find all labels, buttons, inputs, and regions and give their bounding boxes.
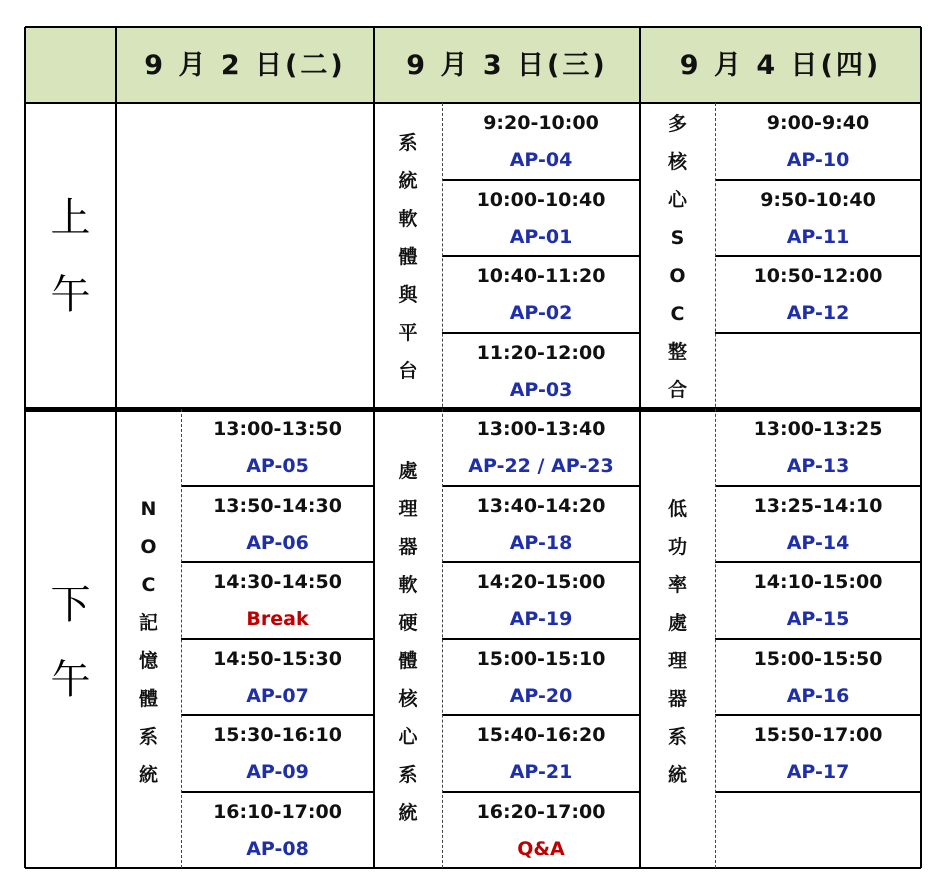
session-time: 16:20-17:00 — [476, 800, 606, 823]
track-label-noc-memory-char: C — [141, 574, 156, 596]
track-label-processor-core-char: 系 — [398, 764, 418, 786]
track-label-low-power-char: 理 — [667, 650, 687, 672]
track-label-multicore-soc-char: 多 — [667, 113, 687, 135]
session-row-divider — [181, 791, 374, 793]
session-time: 14:20-15:00 — [476, 571, 606, 593]
session-time: 10:00-10:40 — [476, 188, 606, 211]
track-label-noc-memory-char: 統 — [138, 764, 158, 786]
header-date-sep-3: 9 月 3 日(三) — [406, 50, 608, 81]
session-code: AP-19 — [509, 608, 573, 630]
track-label-system-software-char: 台 — [398, 360, 418, 382]
track-label-low-power-char: 率 — [667, 574, 687, 596]
session-code: AP-09 — [246, 761, 309, 783]
dashed-divider — [715, 103, 716, 868]
session-time: 13:40-14:20 — [476, 494, 606, 517]
session-code: AP-18 — [509, 531, 573, 554]
session-code: AP-02 — [509, 302, 573, 324]
period-am-char-1: 上 — [50, 195, 91, 241]
track-label-system-software-char: 軟 — [398, 208, 418, 230]
track-label-multicore-soc-char: 心 — [667, 189, 687, 211]
track-label-system-software-char: 體 — [398, 246, 418, 268]
session-time: 16:10-17:00 — [213, 800, 342, 823]
session-time: 14:50-15:30 — [213, 647, 342, 670]
session-code: AP-10 — [786, 149, 850, 171]
session-time: 15:40-16:20 — [476, 724, 606, 746]
period-pm-char-1: 下 — [50, 582, 91, 628]
am-pm-divider — [25, 407, 921, 412]
session-time: 15:00-15:10 — [476, 647, 606, 670]
track-label-processor-core-char: 核 — [398, 688, 418, 710]
session-row-divider — [442, 332, 640, 334]
session-row-divider — [181, 485, 374, 487]
track-label-low-power-char: 統 — [667, 764, 687, 786]
track-label-processor-core-char: 心 — [398, 726, 418, 748]
session-row-divider — [715, 179, 921, 181]
track-label-noc-memory-char: 系 — [138, 726, 158, 748]
track-label-system-software-char: 平 — [398, 322, 418, 344]
session-code: AP-22 / AP-23 — [468, 455, 614, 477]
session-code: AP-17 — [786, 761, 850, 783]
session-row-divider — [442, 638, 640, 640]
column-divider-day3 — [373, 27, 375, 868]
track-label-system-software-char: 與 — [398, 284, 418, 306]
track-label-multicore-soc-char: 核 — [667, 151, 687, 173]
track-label-multicore-soc-char: 整 — [667, 341, 687, 363]
session-time: 14:30-14:50 — [213, 571, 342, 593]
track-label-noc-memory-char: 體 — [138, 688, 158, 710]
track-label-low-power-char: 系 — [667, 726, 687, 748]
session-time: 9:00-9:40 — [766, 112, 870, 134]
period-pm-char-2: 午 — [50, 657, 91, 703]
session-time: 13:00-13:50 — [213, 418, 342, 440]
session-time: 13:50-14:30 — [213, 494, 342, 517]
session-code: AP-05 — [246, 455, 309, 477]
track-label-multicore-soc-char: C — [670, 303, 685, 325]
track-label-low-power-char: 處 — [667, 612, 687, 634]
table-bottom-border — [25, 867, 921, 869]
session-row-divider — [181, 638, 374, 640]
header-date-sep-4: 9 月 4 日(四) — [679, 50, 882, 81]
session-code: AP-16 — [786, 684, 850, 707]
session-code: AP-12 — [786, 302, 850, 324]
session-time: 15:50-17:00 — [753, 724, 883, 746]
track-label-noc-memory-char: 憶 — [138, 650, 158, 672]
session-row-divider — [715, 791, 921, 793]
session-time: 15:30-16:10 — [213, 724, 342, 746]
session-row-divider — [442, 791, 640, 793]
track-label-processor-core-char: 體 — [398, 650, 418, 672]
session-row-divider — [442, 561, 640, 563]
session-row-divider — [715, 638, 921, 640]
session-code: AP-20 — [509, 684, 573, 707]
session-time: 13:00-13:40 — [476, 418, 606, 440]
session-row-divider — [715, 561, 921, 563]
session-time: 13:25-14:10 — [753, 494, 883, 517]
dashed-divider — [442, 103, 443, 868]
session-code: AP-14 — [786, 531, 850, 554]
session-row-divider — [181, 561, 374, 563]
track-label-noc-memory-char: O — [140, 536, 157, 558]
track-label-processor-core-char: 器 — [398, 536, 418, 558]
session-code: AP-11 — [786, 225, 850, 248]
session-code: AP-21 — [509, 761, 573, 783]
session-row-divider — [442, 485, 640, 487]
track-label-low-power-char: 功 — [667, 536, 687, 558]
session-break-label: Q&A — [517, 837, 565, 860]
session-code: AP-15 — [786, 608, 850, 630]
track-label-multicore-soc-char: O — [669, 265, 686, 287]
session-row-divider — [715, 332, 921, 334]
session-break-label: Break — [246, 608, 309, 630]
header-bottom-border — [25, 102, 921, 104]
session-code: AP-04 — [509, 149, 573, 171]
session-code: AP-01 — [509, 225, 573, 248]
session-time: 15:00-15:50 — [753, 647, 883, 670]
session-time: 13:00-13:25 — [753, 418, 883, 440]
track-label-processor-core-char: 硬 — [398, 612, 418, 634]
column-divider-day4 — [639, 27, 641, 868]
session-time: 11:20-12:00 — [476, 341, 606, 364]
session-row-divider — [442, 714, 640, 716]
session-code: AP-06 — [246, 531, 309, 554]
track-label-noc-memory-char: 記 — [138, 612, 158, 634]
track-label-processor-core-char: 統 — [398, 802, 418, 824]
header-date-sep-2: 9 月 2 日(二) — [144, 50, 346, 81]
track-label-processor-core-char: 軟 — [398, 574, 418, 596]
session-row-divider — [715, 485, 921, 487]
session-row-divider — [442, 255, 640, 257]
session-time: 9:50-10:40 — [760, 188, 876, 211]
column-divider-day2 — [115, 27, 117, 868]
session-row-divider — [442, 179, 640, 181]
session-time: 10:50-12:00 — [753, 265, 883, 287]
track-label-multicore-soc-char: 合 — [667, 379, 687, 401]
session-row-divider — [715, 255, 921, 257]
session-code: AP-08 — [246, 837, 309, 860]
session-code: AP-07 — [246, 684, 309, 707]
track-label-processor-core-char: 理 — [398, 498, 418, 520]
period-am-char-2: 午 — [50, 272, 91, 318]
session-time: 9:20-10:00 — [483, 112, 599, 134]
track-label-system-software-char: 系 — [398, 132, 418, 154]
session-code: AP-03 — [509, 378, 573, 401]
track-label-low-power-char: 低 — [667, 498, 687, 520]
session-time: 14:10-15:00 — [753, 571, 883, 593]
session-row-divider — [715, 714, 921, 716]
track-label-low-power-char: 器 — [667, 688, 687, 710]
table-left-border — [24, 27, 26, 868]
dashed-divider — [181, 409, 182, 868]
table-top-border — [25, 26, 921, 28]
session-time: 10:40-11:20 — [476, 265, 606, 287]
track-label-multicore-soc-char: S — [670, 227, 685, 249]
table-right-border — [920, 27, 922, 868]
track-label-processor-core-char: 處 — [398, 460, 418, 482]
session-row-divider — [181, 714, 374, 716]
session-code: AP-13 — [786, 455, 850, 477]
track-label-system-software-char: 統 — [398, 170, 418, 192]
track-label-noc-memory-char: N — [140, 498, 157, 520]
